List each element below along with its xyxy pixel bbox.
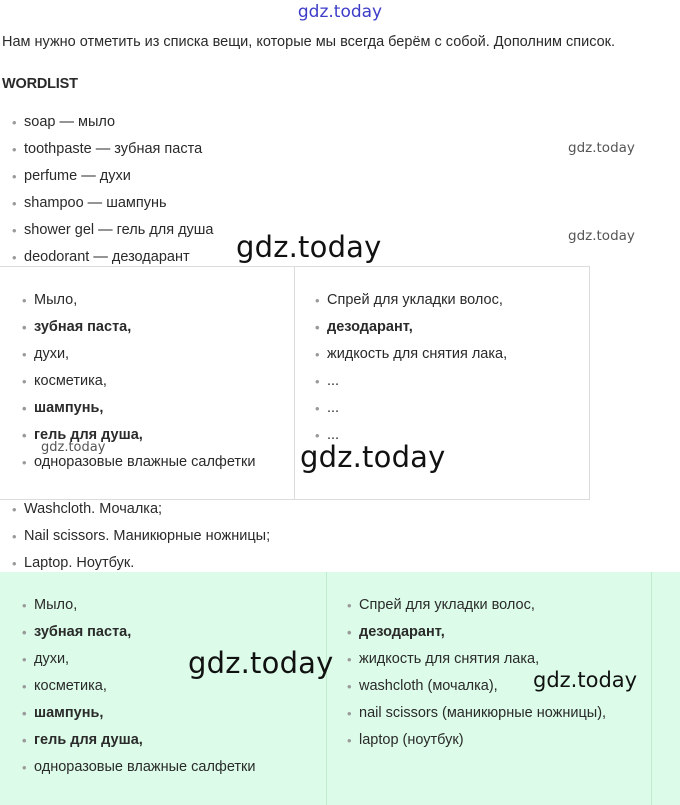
list-item: • ... xyxy=(305,368,507,395)
table-column-left xyxy=(0,572,327,805)
list-item: • washcloth (мочалка), xyxy=(337,673,606,700)
list-item: • дезодарант, xyxy=(305,314,507,341)
watermark: gdz.today xyxy=(568,228,635,244)
list-item: • deodorant — дезодарант xyxy=(2,244,213,271)
list-item: • гель для душа, xyxy=(12,727,256,754)
list-item: • духи, xyxy=(12,646,256,673)
list-item: • зубная паста, xyxy=(12,314,256,341)
list-item: • soap — мыло xyxy=(2,109,213,136)
wordlist xyxy=(2,109,213,271)
watermark: gdz.today xyxy=(533,668,638,692)
watermark: gdz.today xyxy=(236,230,382,264)
list-item: • жидкость для снятия лака, xyxy=(305,341,507,368)
list-item: • shower gel — гель для душа xyxy=(2,217,213,244)
original-list-table xyxy=(0,266,590,500)
list-item: • Washcloth. Мочалка; xyxy=(2,496,270,523)
wordlist-title: WORDLIST xyxy=(2,76,78,92)
list-item: • Laptop. Ноутбук. xyxy=(2,550,270,577)
list-item: • ... xyxy=(305,422,507,449)
extra-items-list xyxy=(2,496,270,577)
list-item: • одноразовые влажные салфетки xyxy=(12,449,256,476)
list-item: • toothpaste — зубная паста xyxy=(2,136,213,163)
list-item: • Спрей для укладки волос, xyxy=(337,592,606,619)
header-watermark: gdz.today xyxy=(297,2,383,22)
list-item: • Nail scissors. Маникюрные ножницы; xyxy=(2,523,270,550)
list-item: • духи, xyxy=(12,341,256,368)
list-item: • Мыло, xyxy=(12,592,256,619)
list-item: • зубная паста, xyxy=(12,619,256,646)
list-item: • косметика, xyxy=(12,368,256,395)
list-item: • perfume — духи xyxy=(2,163,213,190)
list-item: • шампунь, xyxy=(12,700,256,727)
list-item: • ... xyxy=(305,395,507,422)
watermark: gdz.today xyxy=(41,440,106,455)
list-item: • жидкость для снятия лака, xyxy=(337,646,606,673)
table-column-left xyxy=(0,267,295,499)
watermark: gdz.today xyxy=(300,440,446,474)
list-item: • laptop (ноутбук) xyxy=(337,727,606,754)
list-item: • шампунь, xyxy=(12,395,256,422)
list-item: • гель для душа, xyxy=(12,422,256,449)
list-item: • косметика, xyxy=(12,673,256,700)
list-item: • shampoo — шампунь xyxy=(2,190,213,217)
list-item: • Спрей для укладки волос, xyxy=(305,287,507,314)
watermark: gdz.today xyxy=(188,646,334,680)
list-item: • Мыло, xyxy=(12,287,256,314)
list-item: • дезодарант, xyxy=(337,619,606,646)
intro-text: Нам нужно отметить из списка вещи, которые мы всегда берём с собой. Дополним список. xyxy=(2,34,616,50)
list-item: • одноразовые влажные салфетки xyxy=(12,754,256,781)
watermark: gdz.today xyxy=(568,140,635,156)
list-item: • nail scissors (маникюрные ножницы), xyxy=(337,700,606,727)
